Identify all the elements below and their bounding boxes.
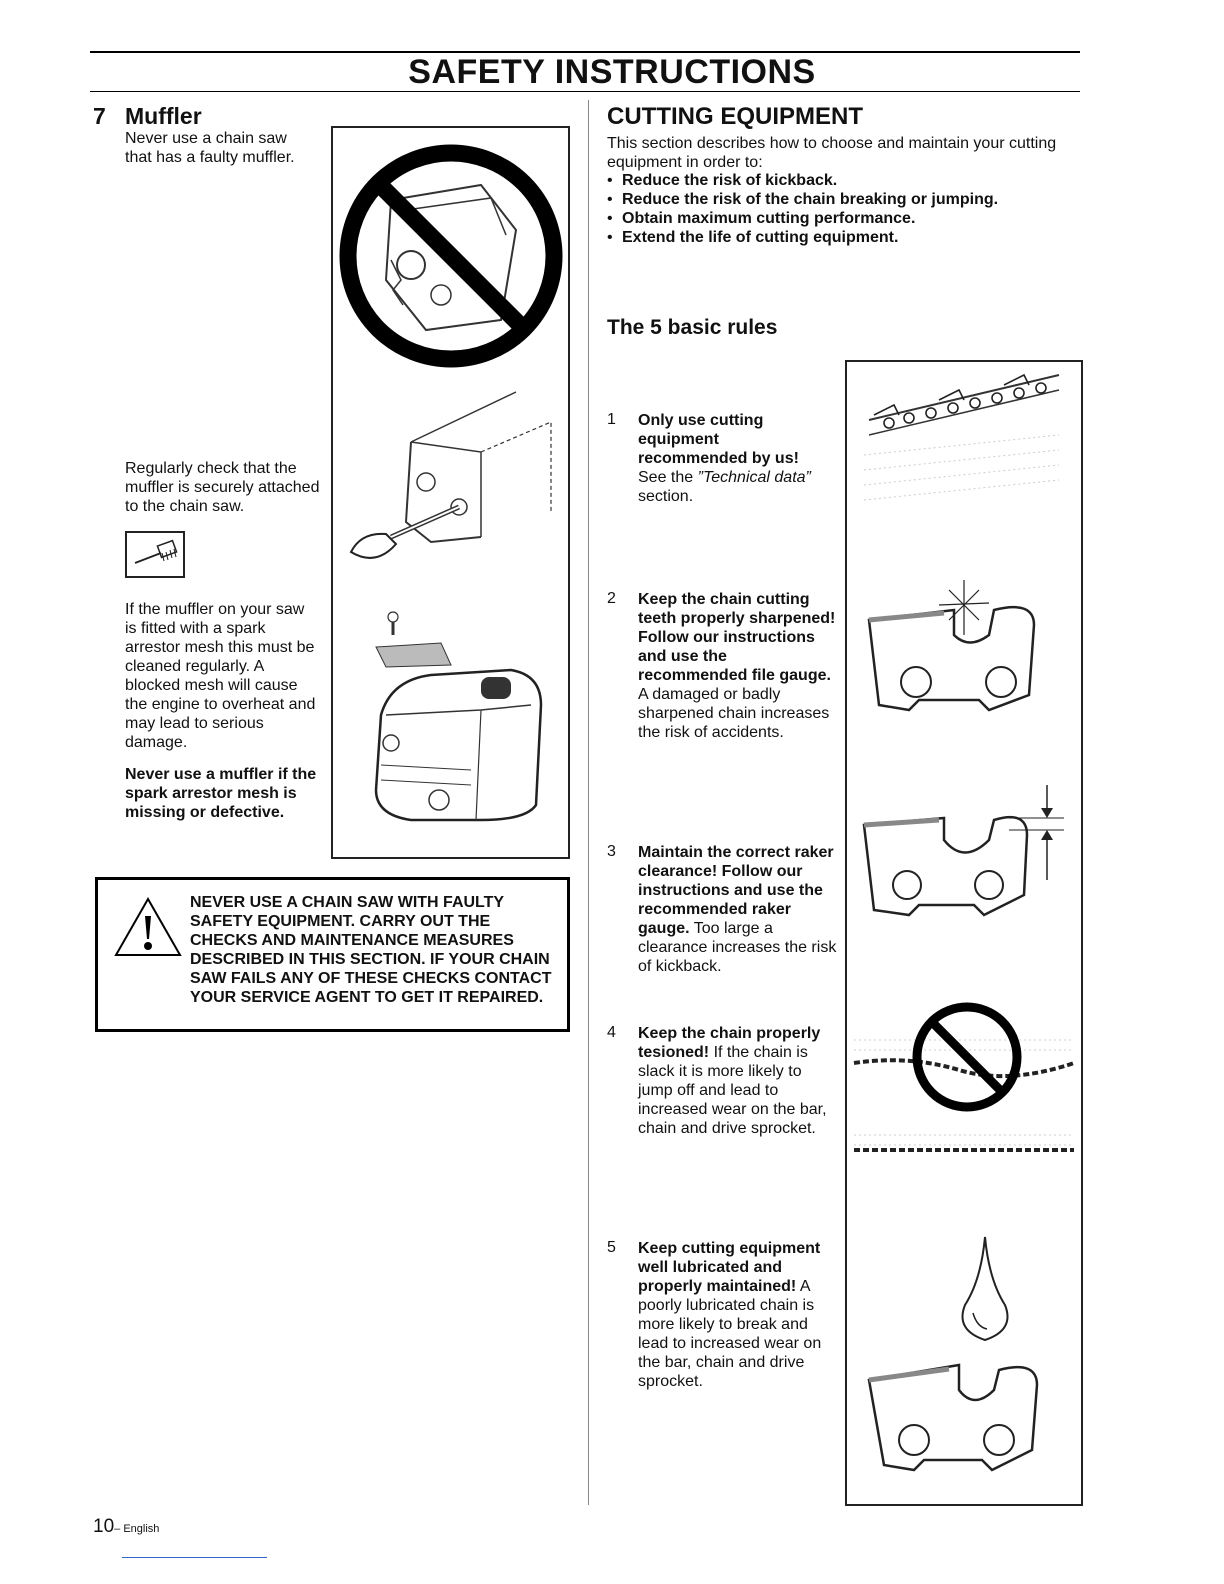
muffler-text-2: Regularly check that the muffler is securely attached to the chain saw. — [125, 460, 320, 515]
rule-text-2 — [638, 590, 838, 742]
oil-drop-icon — [955, 1235, 1015, 1345]
warning-text: NEVER USE A CHAIN SAW WITH FAULTY SAFETY EQUIPMENT. CARRY OUT THE CHECKS AND MAINTENANCE MEASURES DESCRIBED IN THIS SECTION. IF YOUR CHAIN SAW FAILS ANY OF THESE CHECKS CONTACT YOUR SERVICE AGENT TO GET IT REPAIRED. — [190, 894, 552, 1006]
rule-4-normal: If the chain is slack it is more likely to jump off and lead to increased wear on the bar, chain and drive sprocket. — [638, 1044, 827, 1137]
rule-5-bold: Keep cutting equipment well lubricated and properly maintained! — [638, 1240, 821, 1295]
rule-number: 1 — [607, 411, 616, 428]
column-divider — [588, 100, 589, 1505]
screwdriver-muffler-illustration — [331, 382, 570, 582]
title-underline — [90, 91, 1080, 92]
cutting-heading: CUTTING EQUIPMENT — [607, 103, 863, 130]
cutting-intro: This section describes how to choose and maintain your cutting equipment in order to: — [607, 135, 1057, 171]
page-footer — [93, 1516, 159, 1538]
rule-text-4 — [638, 1024, 838, 1138]
rule-text-5 — [638, 1239, 838, 1391]
cutting-bullet: • Reduce the risk of kickback. — [607, 171, 1082, 190]
rule-2-bold: Keep the chain cutting teeth properly sharpened! Follow our instructions and use the recommended file gauge. — [638, 591, 836, 684]
no-faulty-muffler-illustration — [331, 140, 570, 380]
warning-box — [95, 877, 570, 1032]
muffler-number: 7 — [93, 103, 106, 129]
rule-1-pre: See the — [638, 469, 698, 486]
slack-chain-prohibited-illustration — [849, 995, 1079, 1175]
brush-icon — [125, 531, 185, 578]
sharp-cutter-illustration — [849, 575, 1079, 725]
rule-number: 2 — [607, 590, 616, 607]
cutting-bullet: • Reduce the risk of the chain breaking or jumping. — [607, 190, 1082, 209]
warning-triangle-icon — [113, 896, 183, 958]
muffler-heading: Muffler — [125, 103, 202, 129]
lubricated-cutter-illustration — [849, 1355, 1079, 1485]
raker-clearance-illustration — [849, 780, 1079, 920]
chain-on-bar-illustration — [849, 365, 1079, 505]
page-title: SAFETY INSTRUCTIONS — [408, 53, 816, 91]
rule-4-bold: Keep the chain properly tesioned! — [638, 1025, 821, 1061]
muffler-text-3: If the muffler on your saw is fitted with a spark arrestor mesh this must be cleaned regularly. A blocked mesh will cause the engine to overheat and may lead to serious damage. — [125, 601, 316, 751]
rule-text-1 — [638, 411, 828, 506]
rule-number: 4 — [607, 1024, 616, 1041]
footer-language: – English — [114, 1523, 160, 1535]
rule-5-normal: A poorly lubricated chain is more likely to break and lead to increased wear on the bar, chain and drive sprocket. — [638, 1278, 822, 1390]
rule-2-normal: A damaged or badly sharpened chain increases the risk of accidents. — [638, 686, 830, 741]
rules-heading: The 5 basic rules — [607, 316, 778, 339]
rule-1-post: section. — [638, 488, 694, 505]
page-number: 10 — [93, 1516, 115, 1537]
cutting-bullet: • Extend the life of cutting equipment. — [607, 228, 1082, 247]
muffler-text-4: Never use a muffler if the spark arrestor mesh is missing or defective. — [125, 766, 317, 821]
rule-number: 5 — [607, 1239, 616, 1256]
rule-3-normal: Too large a clearance increases the risk of kickback. — [638, 920, 837, 975]
rule-text-3 — [638, 843, 838, 976]
spark-arrestor-muffler-illustration — [331, 605, 570, 855]
footer-link-underline — [122, 1557, 267, 1558]
rule-1-italic: ”Technical data” — [697, 469, 811, 486]
cutting-bullets — [607, 171, 1082, 247]
rule-number: 3 — [607, 843, 616, 860]
cutting-bullet: • Obtain maximum cutting performance. — [607, 209, 1082, 228]
muffler-text-1: Never use a chain saw that has a faulty muffler. — [125, 130, 295, 166]
rule-3-bold: Maintain the correct raker clearance! Follow our instructions and use the recommended raker gauge. — [638, 844, 834, 937]
rule-1-bold: Only use cutting equipment recommended by us! — [638, 412, 799, 467]
